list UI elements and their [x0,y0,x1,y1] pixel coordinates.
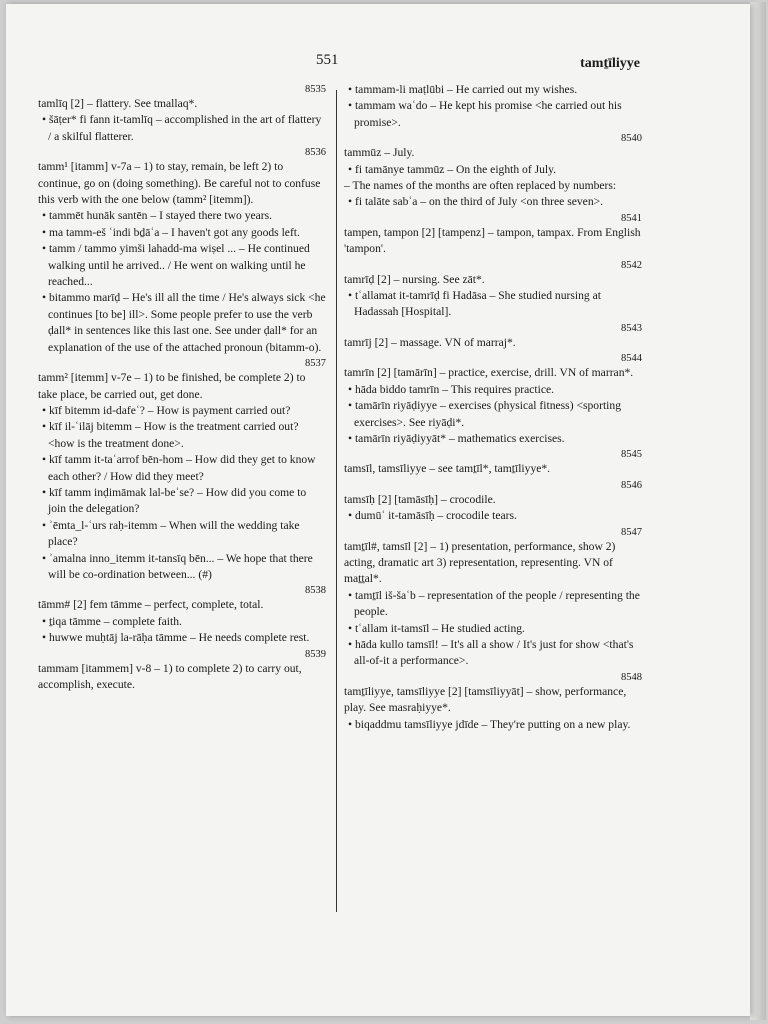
headword-line: tamrīn [2] [tamārīn] – practice, exercise, drill. VN of marran*. [344,366,634,380]
running-head: tamṯīliyye [580,56,640,71]
headword-line: tamlīq [2] – flattery. See tmallaq*. [38,97,198,110]
page-number: 551 [316,52,339,68]
dictionary-entry [38,584,326,646]
dictionary-entry [38,83,326,145]
dictionary-entry [344,259,642,321]
entry-number: 8539 [305,648,326,660]
headword-line: tammam [itammem] v-8 – 1) to complete 2) to carry out, accomplish, execute. [38,661,302,691]
example-line: • biqaddmu tamsīliyye jdīde – They're putting on a new play. [348,717,631,731]
entry-number: 8537 [305,358,326,370]
left-column [38,82,326,694]
dictionary-entry [38,146,326,356]
dictionary-entry [344,479,642,525]
entry-number: 8542 [621,259,642,271]
example-line: • tamārīn riyāḍiyyāt* – mathematics exercises. [348,431,565,445]
example-line: • bitammo marīḍ – He's ill all the time / He's always sick <he continues [to be] ill>. Some people prefer to use the verb ḍall* in sentences like this last one. See under ḍall* for an explanation of the use of the attached pronoun (bitamm-o). [42,291,326,354]
page-edge [750,2,766,1020]
example-line: • kīf il-ʿilāj bitemm – How is the treatment carried out? <how is the treatment done>. [42,420,299,450]
entry-number: 8546 [621,479,642,491]
example-line: • tammam waʿdo – He kept his promise <he carried out his promise>. [348,99,622,129]
example-line: • šāṭer* fi fann it-tamlīq – accomplished in the art of flattery / a skilful flatterer. [42,113,322,143]
headword-line: tamrīḍ [2] – nursing. See zāt*. [344,272,485,286]
headword-line: tamṯīl#, tamsīl [2] – 1) presentation, performance, show 2) acting, dramatic art 3) representation, representing. VN of maṯṯal*. [344,539,616,586]
note-line: – The names of the months are often replaced by numbers: [344,179,617,193]
example-line: • ṯiqa tāmme – complete faith. [42,614,182,628]
headword-line: tamsīl, tamsīliyye – see tamṯīl*, tamṯīliyye*. [344,462,551,476]
dictionary-entry [344,352,642,447]
example-line: • tamṯīl iš-šaʿb – representation of the people / representing the people. [348,588,640,619]
example-line: • ʾamalna inno_itemm it-tansīq bēn... – We hope that there will be co-ordination between... (#) [42,551,313,581]
page-header [6,52,750,76]
dictionary-entry [344,526,642,670]
example-line: • tamārīn riyāḍiyye – exercises (physical fitness) <sporting exercises>. See riyāḍi*. [348,399,621,429]
entry-number: 8547 [621,526,642,538]
entry-number: 8548 [621,671,642,683]
headword-line: tamrīj [2] – massage. VN of marraj*. [344,335,516,349]
book-page [6,4,750,1016]
dictionary-entry [344,82,642,131]
example-line: • kīf tamm inḍimāmak lal-beʿse? – How did you come to join the delegation? [42,485,307,516]
dictionary-entry [344,448,642,477]
example-line: • kīf bitemm id-dafeʿ? – How is payment carried out? [42,403,291,417]
headword-line: tammūz – July. [344,146,415,160]
example-line: • fi tamānye tammūz – On the eighth of July. [348,162,557,176]
example-line: • fi talāte sabʿa – on the third of July <on three seven>. [348,195,604,209]
headword-line: tamm¹ [itamm] v-7a – 1) to stay, remain, be left 2) to continue, go on (doing something). Be careful not to confuse this verb with the one below (tamm² [itemm]). [38,160,321,207]
dictionary-entry [344,212,642,258]
example-line: • tamm / tammo yimši lahadd-ma wiṣel ... – He continued walking until he arrived.. / He went on walking until he reached... [42,242,310,289]
headword-line: tampen, tampon [2] [tampenz] – tampon, tampax. From English 'tampon'. [344,225,641,256]
entry-number: 8540 [621,133,642,145]
example-line: • tʿallam it-tamsīl – He studied acting. [348,621,525,635]
dictionary-entry [38,648,326,694]
example-line: • hāda biddo tamrīn – This requires practice. [348,382,555,396]
example-line: • ma tamm-eš ʿindi bḏāʿa – I haven't got any goods left. [42,225,300,239]
right-column [336,82,642,734]
dictionary-entry [344,322,642,351]
entry-number: 8544 [621,353,642,365]
entry-number: 8536 [305,147,326,159]
dictionary-entry [344,671,642,733]
example-line: • huwwe muḥtāj la-rāḥa tāmme – He needs complete rest. [42,631,310,645]
example-line: • tʿallamat it-tamrīḍ fi Hadāsa – She studied nursing at Hadassah [Hospital]. [348,289,601,319]
entry-number: 8535 [305,84,326,95]
headword-line: tamṯīliyye, tamsīliyye [2] [tamsīliyyāt] – show, performance, play. See masraḥiyye*. [344,684,627,715]
headword-line: tāmm# [2] fem tāmme – perfect, complete, total. [38,598,264,612]
entry-number: 8543 [621,322,642,334]
entry-number: 8541 [621,212,642,224]
entry-number: 8545 [621,449,642,461]
entry-number: 8538 [305,585,326,597]
example-line: • tammam-li maṭlūbi – He carried out my wishes. [348,83,578,96]
headword-line: tamsīḥ [2] [tamāsīḥ] – crocodile. [344,492,496,506]
example-line: • kīf tamm it-taʿarrof bēn-hom – How did they get to know each other? / How did they meet? [42,453,316,483]
dictionary-entry [344,132,642,211]
headword-line: tamm² [itemm] v-7e – 1) to be finished, be complete 2) to take place, be carried out, get done. [38,371,306,401]
example-line: • dumūʿ it-tamāsīḥ – crocodile tears. [348,509,517,523]
dictionary-entry [38,357,326,583]
example-line: • ʾēmta_l-ʿurs raḥ-itemm – When will the wedding take place? [42,518,300,549]
example-line: • tammēt hunāk santēn – I stayed there two years. [42,209,273,223]
example-line: • hāda kullo tamsīl! – It's all a show / It's just for show <that's all-of-it a performance>. [348,637,634,668]
